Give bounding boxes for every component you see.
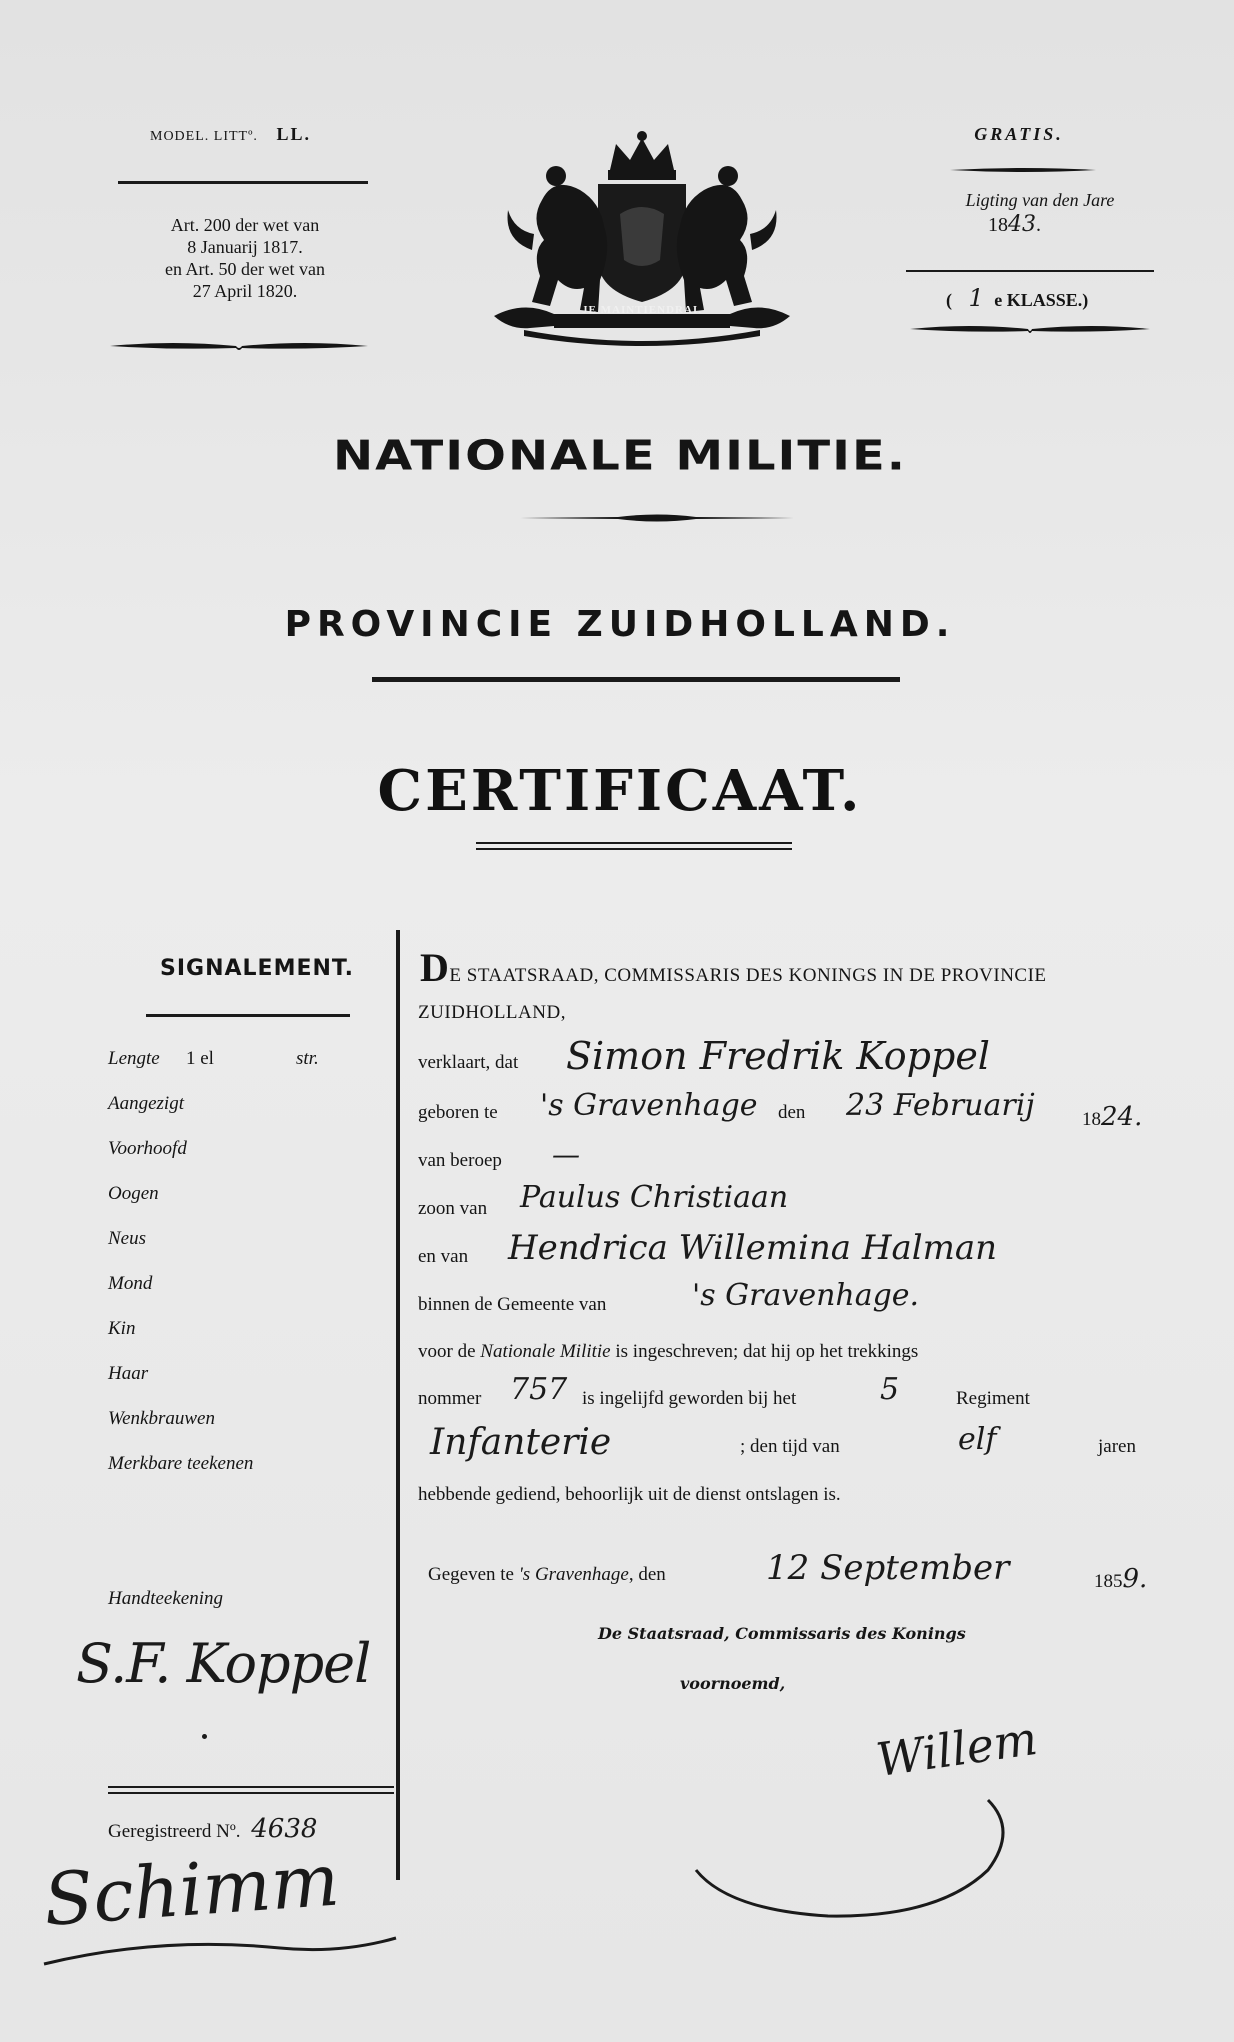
sig-item-oogen: Oogen	[108, 1183, 159, 1204]
sig-item-mond: Mond	[108, 1273, 153, 1294]
verklaart-label: verklaart, dat	[418, 1052, 519, 1073]
law-line: 8 Januarij 1817.	[187, 237, 303, 257]
sig-item-wenkbrauwen: Wenkbrauwen	[108, 1408, 215, 1429]
militie-text-c: is ingeschreven; dat hij op het trekkings	[615, 1341, 919, 1362]
beroep-label: van beroep	[418, 1150, 502, 1171]
rule-provincie	[372, 677, 900, 682]
militie-text-b: Nationale Militie	[480, 1341, 611, 1362]
ingelijfd-label: is ingelijfd geworden bij het	[582, 1388, 797, 1409]
body-line-1-text: E STAATSRAAD, COMMISSARIS DES KONINGS IN DE PROVINCIE	[449, 965, 1047, 986]
signatory-line-2: voornoemd,	[680, 1674, 786, 1693]
gegeven-den: , den	[628, 1564, 666, 1585]
title-nationale-militie: NATIONALE MILITIE.	[332, 432, 908, 480]
beroep-value: —	[552, 1138, 580, 1171]
nommer-value: 757	[510, 1372, 568, 1407]
issue-year-printed: 185	[1094, 1571, 1123, 1592]
signalement-heading: SIGNALEMENT.	[160, 956, 354, 981]
registered-number: 4638	[251, 1814, 318, 1844]
commissaris-flourish	[688, 1760, 1028, 1930]
ligting-year: 1843.	[988, 212, 1041, 237]
swash-left	[108, 336, 370, 356]
handteekening-label: Handteekening	[108, 1588, 224, 1609]
rule-top-left	[118, 181, 368, 184]
rule-register-1	[108, 1786, 394, 1788]
commissaris-signature: Willem	[873, 1711, 1041, 1787]
regiment-number: 5	[880, 1372, 900, 1407]
sig-item-merkbare-teekenen: Merkbare teekenen	[108, 1453, 254, 1474]
birthdate: 23 Februarij	[846, 1088, 1035, 1123]
holder-name: Simon Fredrik Koppel	[566, 1034, 990, 1078]
gegeven-line	[428, 1564, 666, 1586]
swash-right-small	[948, 164, 1098, 176]
drop-initial: D	[420, 945, 450, 990]
signatory-line-1: De Staatsraad, Commissaris des Konings	[598, 1624, 966, 1643]
jaren-label: jaren	[1098, 1436, 1136, 1457]
law-reference	[110, 214, 380, 302]
column-divider	[396, 930, 400, 1880]
law-line: 27 April 1820.	[192, 281, 298, 301]
registrar-signature: Schimm	[41, 1837, 342, 1942]
sig-item-kin: Kin	[108, 1318, 136, 1339]
sig-item-haar: Haar	[108, 1363, 149, 1384]
rule-certificaat-2	[476, 848, 792, 850]
klasse-field	[946, 284, 1088, 312]
tijd-label: ; den tijd van	[740, 1436, 840, 1457]
model-prefix: MODEL. LITTº.	[150, 129, 258, 144]
ligting-year-hand: 43	[1008, 212, 1036, 237]
sig-length-unit-el: 1 el	[186, 1048, 214, 1069]
sig-item-neus: Neus	[108, 1228, 146, 1249]
holder-signature: S.F. Koppel	[76, 1632, 371, 1695]
model-reference	[150, 124, 311, 145]
arm-of-service: Infanterie	[430, 1422, 612, 1463]
law-line: Art. 200 der wet van	[170, 215, 320, 235]
zoon-label: zoon van	[418, 1198, 488, 1219]
ligting-year-printed: 18	[988, 214, 1008, 236]
sig-item-voorhoofd: Voorhoofd	[108, 1138, 187, 1159]
sig-item-lengte: Lengte	[108, 1048, 160, 1069]
klasse-hand: 1	[968, 284, 984, 312]
model-code: LL.	[276, 124, 311, 144]
militie-line	[418, 1341, 918, 1363]
militie-text-a: voor de	[418, 1341, 476, 1362]
father-name: Paulus Christiaan	[520, 1180, 789, 1215]
gemeente-label: binnen de Gemeente van	[418, 1294, 607, 1315]
title-certificaat: CERTIFICAAT.	[377, 758, 863, 824]
mother-name: Hendrica Willemina Halman	[508, 1228, 998, 1268]
service-years: elf	[958, 1422, 997, 1457]
issue-year	[1094, 1564, 1147, 1594]
registrar-flourish	[40, 1930, 400, 1970]
rule-register-2	[108, 1792, 394, 1794]
rule-certificaat-1	[476, 842, 792, 844]
title-provincie: PROVINCIE ZUIDHOLLAND.	[284, 604, 956, 645]
gegeven-place: 's Gravenhage	[518, 1564, 629, 1585]
coat-of-arms-motto: JE MAINTIENDRAI.	[582, 304, 702, 316]
sig-length-unit-str: str.	[296, 1048, 319, 1069]
issue-date: 12 September	[766, 1548, 1010, 1588]
en-van-label: en van	[418, 1246, 469, 1267]
rule-signalement	[146, 1014, 350, 1017]
ligting-label: Ligting van den Jare	[965, 190, 1115, 210]
geboren-label: geboren te	[418, 1102, 498, 1123]
birthplace: 's Gravenhage	[540, 1088, 758, 1123]
discharge-line: hebbende gediend, behoorlijk uit de dienst ontslagen is.	[418, 1484, 841, 1505]
registered-field	[108, 1814, 317, 1844]
law-line: en Art. 50 der wet van	[165, 259, 325, 279]
geboren-den-label: den	[778, 1102, 806, 1123]
ink-dot	[202, 1734, 207, 1739]
regiment-label: Regiment	[956, 1388, 1030, 1409]
gemeente-value: 's Gravenhage.	[692, 1278, 920, 1313]
swash-title	[518, 510, 796, 526]
gratis-label: GRATIS.	[974, 124, 1064, 144]
body-line-1	[420, 944, 1047, 991]
swash-right	[908, 320, 1152, 338]
body-line-2: ZUIDHOLLAND,	[418, 1002, 566, 1023]
rule-top-right	[906, 270, 1154, 272]
gegeven-label: Gegeven te	[428, 1564, 514, 1585]
issue-year-hand: 9.	[1122, 1564, 1148, 1594]
klasse-label: e KLASSE.)	[994, 290, 1089, 310]
birthyear-printed: 18	[1082, 1109, 1101, 1130]
sig-item-aangezigt: Aangezigt	[108, 1093, 184, 1114]
registered-label: Geregistreerd Nº.	[108, 1821, 241, 1842]
birthyear	[1082, 1102, 1142, 1132]
klasse-open: (	[946, 290, 952, 310]
birthyear-hand: 24.	[1101, 1102, 1143, 1132]
nommer-label: nommer	[418, 1388, 482, 1409]
